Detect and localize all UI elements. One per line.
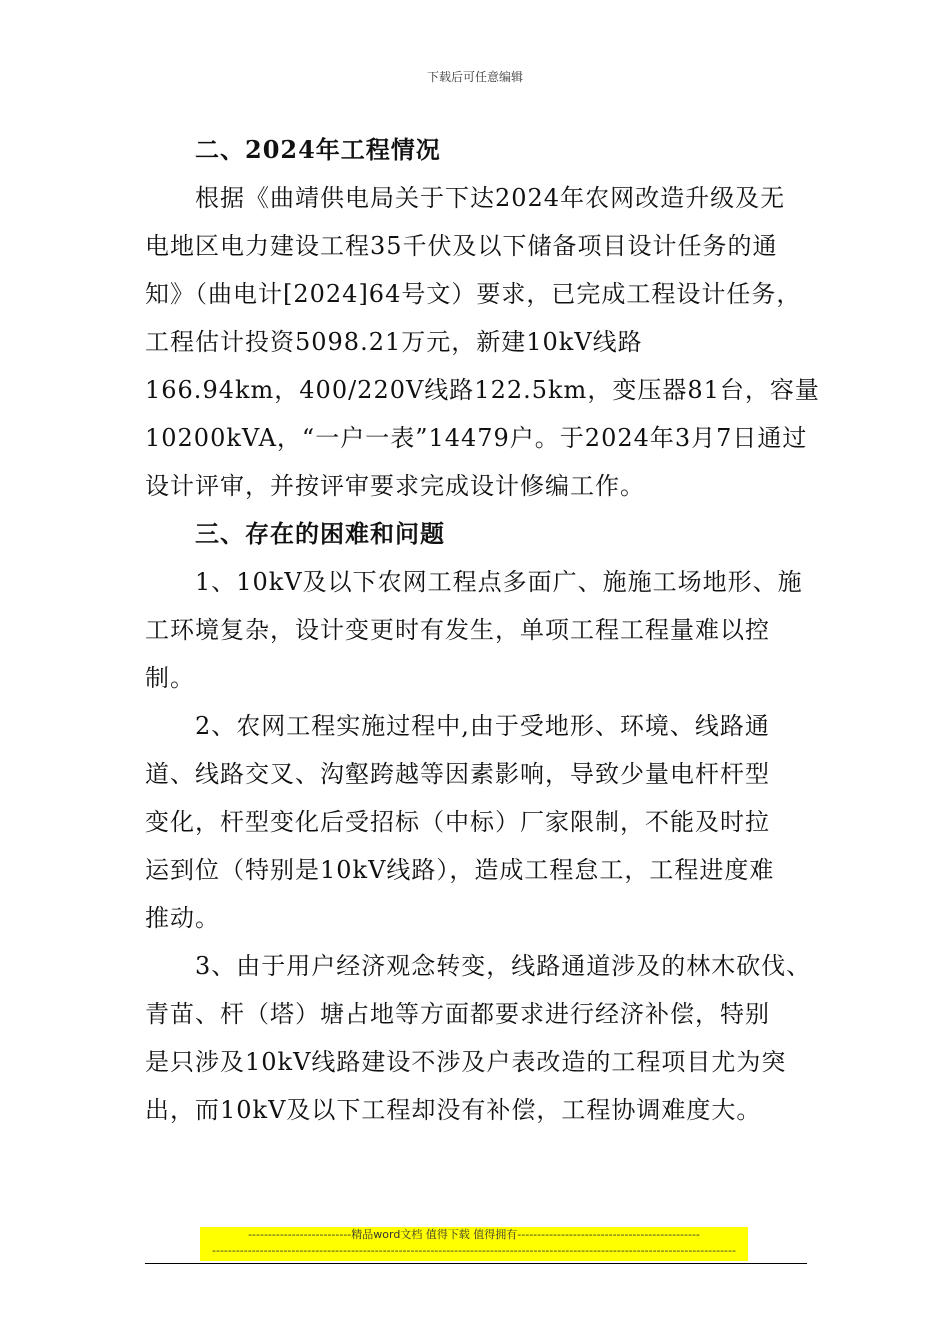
footer-banner [200, 1227, 748, 1261]
header-note: 下载后可任意编辑 [426, 70, 523, 84]
footer-divider [145, 1263, 807, 1264]
paragraph-line: 青苗、杆（塔）塘占地等方面都要求进行经济补偿，特别 [145, 1000, 770, 1028]
paragraph-line: 工环境复杂，设计变更时有发生，单项工程工程量难以控 [145, 616, 770, 644]
document-body [145, 126, 820, 1134]
paragraph-line: 根据《曲靖供电局关于下达2024年农网改造升级及无 [195, 184, 786, 212]
paragraph-line: 运到位（特别是10kV线路），造成工程怠工，工程进度难 [145, 856, 775, 884]
paragraph-line: 变化，杆型变化后受招标（中标）厂家限制，不能及时拉 [145, 808, 770, 836]
paragraph-line: 10200kVA，“一户一表”14479户。于2024年3月7日通过 [145, 424, 808, 452]
paragraph-line: 出，而10kV及以下工程却没有补偿，工程协调难度大。 [145, 1096, 762, 1124]
paragraph-line: 推动。 [145, 904, 220, 932]
section-heading: 三、存在的困难和问题 [195, 519, 445, 548]
paragraph-line: 3、由于用户经济观念转变，线路通道涉及的林木砍伐、 [195, 952, 812, 980]
footer-banner-row-1: --------------------------精品word文档 值得下载 值得拥有---------------------------------------------- [248, 1228, 700, 1241]
paragraph-line: 2、农网工程实施过程中,由于受地形、环境、线路通 [195, 712, 770, 740]
paragraph-line: 1、10kV及以下农网工程点多面广、施施工场地形、施 [195, 568, 803, 596]
footer-banner-row-2: ------------------------------------------------------------------------------------------------------------------------------------ [212, 1244, 736, 1257]
paragraph-line: 电地区电力建设工程35千伏及以下储备项目设计任务的通 [145, 232, 778, 260]
paragraph-line: 制。 [145, 664, 195, 692]
paragraph-line: 是只涉及10kV线路建设不涉及户表改造的工程项目尤为突 [145, 1048, 787, 1076]
paragraph-line: 166.94km，400/220V线路122.5km，变压器81台，容量 [145, 376, 820, 404]
paragraph-line: 知》（曲电计[2024]64号文）要求，已完成工程设计任务， [145, 280, 802, 308]
paragraph-line: 设计评审，并按评审要求完成设计修编工作。 [145, 472, 645, 500]
section-heading: 二、2024年工程情况 [195, 135, 441, 164]
paragraph-line: 工程估计投资5098.21万元，新建10kV线路 [145, 328, 643, 356]
paragraph-line: 道、线路交叉、沟壑跨越等因素影响，导致少量电杆杆型 [145, 760, 770, 788]
